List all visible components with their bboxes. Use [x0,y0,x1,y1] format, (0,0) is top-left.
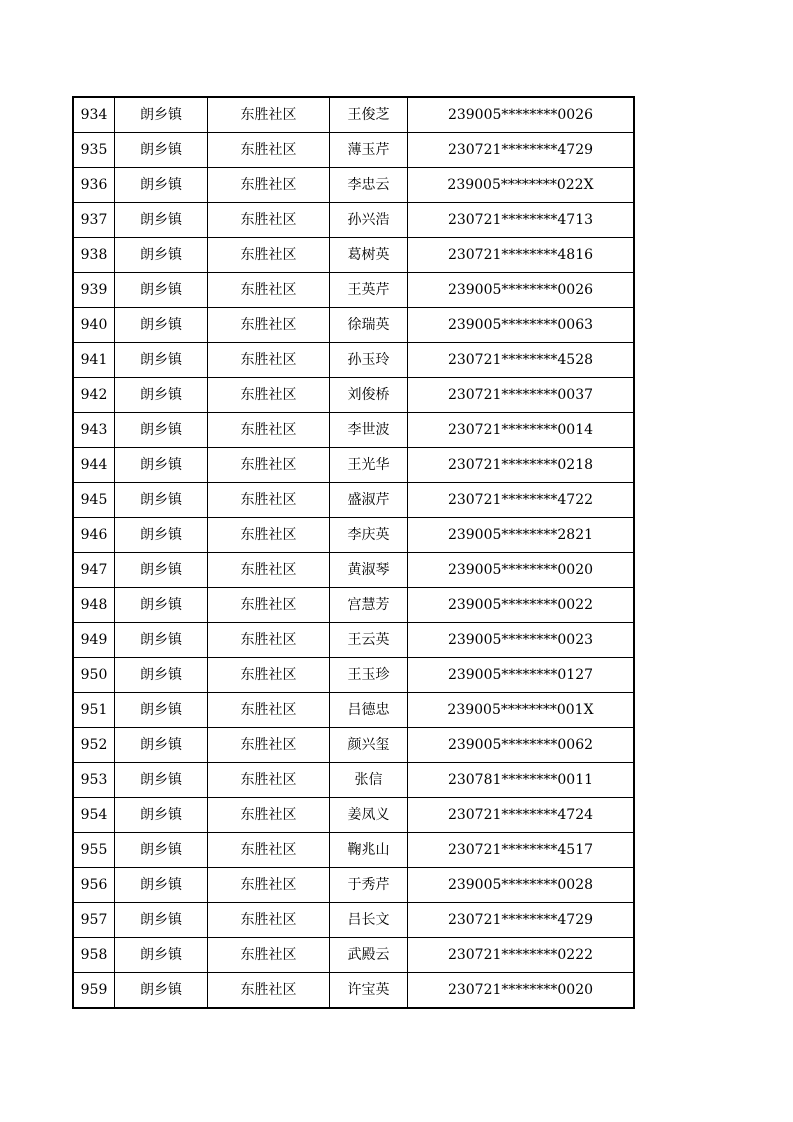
town-cell: 朗乡镇 [115,483,208,518]
table-row [73,168,634,203]
person-name-cell: 徐瑞英 [330,308,408,343]
person-name-cell: 鞠兆山 [330,833,408,868]
community-cell: 东胜社区 [208,413,330,448]
id-number-cell: 230721********0222 [408,938,635,973]
person-name-cell: 刘俊桥 [330,378,408,413]
town-cell: 朗乡镇 [115,168,208,203]
community-cell: 东胜社区 [208,378,330,413]
community-cell: 东胜社区 [208,97,330,133]
town-cell: 朗乡镇 [115,448,208,483]
table-row [73,97,634,133]
town-cell: 朗乡镇 [115,973,208,1009]
community-cell: 东胜社区 [208,133,330,168]
serial-number-cell: 955 [73,833,115,868]
town-cell: 朗乡镇 [115,588,208,623]
person-name-cell: 姜凤义 [330,798,408,833]
person-name-cell: 薄玉芹 [330,133,408,168]
table-row [73,728,634,763]
serial-number-cell: 951 [73,693,115,728]
id-number-cell: 239005********0020 [408,553,635,588]
serial-number-cell: 944 [73,448,115,483]
person-name-cell: 张信 [330,763,408,798]
town-cell: 朗乡镇 [115,203,208,238]
community-cell: 东胜社区 [208,203,330,238]
table-row [73,308,634,343]
person-name-cell: 武殿云 [330,938,408,973]
serial-number-cell: 959 [73,973,115,1009]
id-number-cell: 230721********4724 [408,798,635,833]
person-name-cell: 王光华 [330,448,408,483]
town-cell: 朗乡镇 [115,728,208,763]
town-cell: 朗乡镇 [115,238,208,273]
table-row [73,518,634,553]
town-cell: 朗乡镇 [115,413,208,448]
serial-number-cell: 956 [73,868,115,903]
id-number-cell: 239005********0026 [408,273,635,308]
person-name-cell: 黄淑琴 [330,553,408,588]
town-cell: 朗乡镇 [115,343,208,378]
community-cell: 东胜社区 [208,308,330,343]
community-cell: 东胜社区 [208,448,330,483]
serial-number-cell: 945 [73,483,115,518]
person-name-cell: 颜兴玺 [330,728,408,763]
community-cell: 东胜社区 [208,518,330,553]
table-row [73,763,634,798]
id-number-cell: 239005********0062 [408,728,635,763]
serial-number-cell: 954 [73,798,115,833]
serial-number-cell: 947 [73,553,115,588]
town-cell: 朗乡镇 [115,693,208,728]
person-name-cell: 李忠云 [330,168,408,203]
person-name-cell: 葛树英 [330,238,408,273]
table-row [73,693,634,728]
table-row [73,798,634,833]
town-cell: 朗乡镇 [115,133,208,168]
community-cell: 东胜社区 [208,973,330,1009]
community-cell: 东胜社区 [208,938,330,973]
roster-table-body [73,97,634,1008]
id-number-cell: 239005********0022 [408,588,635,623]
table-row [73,133,634,168]
id-number-cell: 239005********0127 [408,658,635,693]
person-name-cell: 王俊芝 [330,97,408,133]
town-cell: 朗乡镇 [115,938,208,973]
community-cell: 东胜社区 [208,168,330,203]
table-row [73,553,634,588]
town-cell: 朗乡镇 [115,623,208,658]
person-name-cell: 孙玉玲 [330,343,408,378]
town-cell: 朗乡镇 [115,658,208,693]
community-cell: 东胜社区 [208,868,330,903]
table-row [73,448,634,483]
table-row [73,868,634,903]
town-cell: 朗乡镇 [115,518,208,553]
serial-number-cell: 937 [73,203,115,238]
community-cell: 东胜社区 [208,728,330,763]
community-cell: 东胜社区 [208,483,330,518]
table-row [73,273,634,308]
serial-number-cell: 940 [73,308,115,343]
table-row [73,973,634,1009]
id-number-cell: 230721********4729 [408,133,635,168]
id-number-cell: 239005********2821 [408,518,635,553]
id-number-cell: 239005********0026 [408,97,635,133]
serial-number-cell: 939 [73,273,115,308]
table-row [73,343,634,378]
community-cell: 东胜社区 [208,658,330,693]
id-number-cell: 230721********0218 [408,448,635,483]
id-number-cell: 230721********0037 [408,378,635,413]
serial-number-cell: 941 [73,343,115,378]
id-number-cell: 230781********0011 [408,763,635,798]
town-cell: 朗乡镇 [115,308,208,343]
serial-number-cell: 935 [73,133,115,168]
id-number-cell: 230721********0014 [408,413,635,448]
person-name-cell: 盛淑芹 [330,483,408,518]
town-cell: 朗乡镇 [115,833,208,868]
id-number-cell: 239005********0023 [408,623,635,658]
community-cell: 东胜社区 [208,763,330,798]
community-cell: 东胜社区 [208,833,330,868]
table-row [73,658,634,693]
roster-table [72,96,635,1009]
town-cell: 朗乡镇 [115,553,208,588]
person-name-cell: 宫慧芳 [330,588,408,623]
table-row [73,588,634,623]
id-number-cell: 230721********0020 [408,973,635,1009]
community-cell: 东胜社区 [208,553,330,588]
community-cell: 东胜社区 [208,273,330,308]
person-name-cell: 孙兴浩 [330,203,408,238]
community-cell: 东胜社区 [208,798,330,833]
community-cell: 东胜社区 [208,623,330,658]
community-cell: 东胜社区 [208,238,330,273]
serial-number-cell: 958 [73,938,115,973]
serial-number-cell: 953 [73,763,115,798]
serial-number-cell: 948 [73,588,115,623]
id-number-cell: 230721********4722 [408,483,635,518]
town-cell: 朗乡镇 [115,903,208,938]
serial-number-cell: 936 [73,168,115,203]
table-row [73,203,634,238]
id-number-cell: 239005********022X [408,168,635,203]
person-name-cell: 王玉珍 [330,658,408,693]
table-row [73,378,634,413]
serial-number-cell: 950 [73,658,115,693]
serial-number-cell: 938 [73,238,115,273]
id-number-cell: 239005********0028 [408,868,635,903]
town-cell: 朗乡镇 [115,798,208,833]
serial-number-cell: 949 [73,623,115,658]
table-row [73,833,634,868]
person-name-cell: 李庆英 [330,518,408,553]
town-cell: 朗乡镇 [115,868,208,903]
serial-number-cell: 957 [73,903,115,938]
serial-number-cell: 943 [73,413,115,448]
id-number-cell: 230721********4517 [408,833,635,868]
serial-number-cell: 946 [73,518,115,553]
id-number-cell: 230721********4528 [408,343,635,378]
table-row [73,623,634,658]
serial-number-cell: 942 [73,378,115,413]
person-name-cell: 吕德忠 [330,693,408,728]
serial-number-cell: 934 [73,97,115,133]
community-cell: 东胜社区 [208,693,330,728]
table-row [73,903,634,938]
town-cell: 朗乡镇 [115,97,208,133]
town-cell: 朗乡镇 [115,273,208,308]
person-name-cell: 王云英 [330,623,408,658]
town-cell: 朗乡镇 [115,763,208,798]
community-cell: 东胜社区 [208,903,330,938]
serial-number-cell: 952 [73,728,115,763]
table-row [73,413,634,448]
id-number-cell: 230721********4729 [408,903,635,938]
table-row [73,938,634,973]
person-name-cell: 王英芹 [330,273,408,308]
id-number-cell: 230721********4816 [408,238,635,273]
person-name-cell: 李世波 [330,413,408,448]
community-cell: 东胜社区 [208,343,330,378]
person-name-cell: 许宝英 [330,973,408,1009]
community-cell: 东胜社区 [208,588,330,623]
town-cell: 朗乡镇 [115,378,208,413]
table-row [73,238,634,273]
person-name-cell: 吕长文 [330,903,408,938]
id-number-cell: 230721********4713 [408,203,635,238]
person-name-cell: 于秀芹 [330,868,408,903]
table-row [73,483,634,518]
id-number-cell: 239005********001X [408,693,635,728]
id-number-cell: 239005********0063 [408,308,635,343]
